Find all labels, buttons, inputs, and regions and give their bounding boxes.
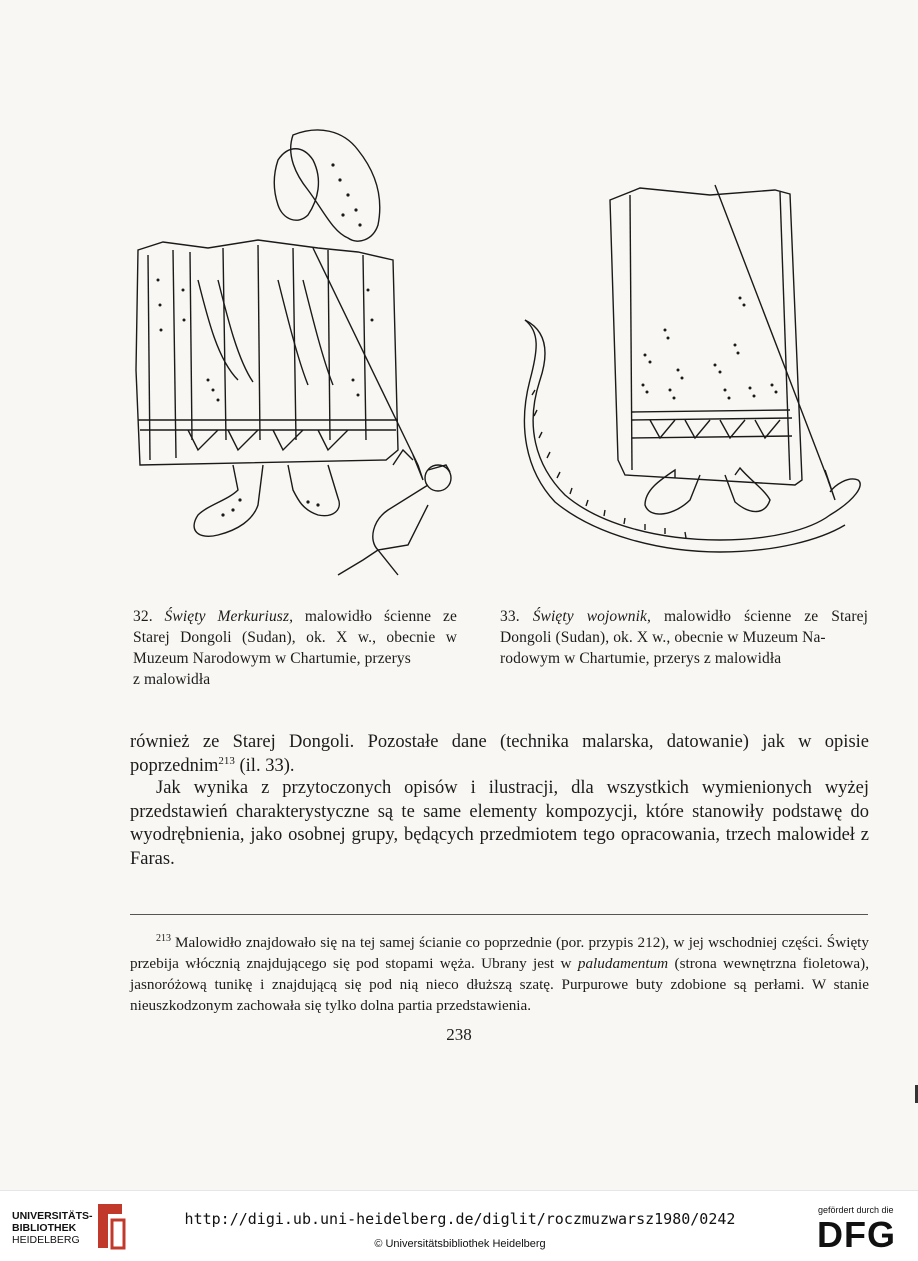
footnote-text-b: (strona wewnętrzna fioletowa), jasnoróżową tunikę i znajdującą się pod nią nieco dłuższą szatę. Purpurowe buty zdobione są perłami. W stanie nieuszkodzonym zachowała się tylko dolna partia przedstawienia. [130,955,869,1014]
figure-33-line-1: malowidło ścienne ze Starej [663,608,868,625]
permalink-url[interactable]: http://digi.ub.uni-heidelberg.de/diglit/roczmuzwarsz1980/0242 [184,1210,736,1228]
dfg-logo: DFG [817,1214,896,1255]
figure-33-title: Święty wojownik, [532,608,651,625]
figure-33-caption [500,606,868,669]
library-logo-icon [94,1200,128,1257]
footnote-213 [130,928,869,1016]
body-paragraph-2: Jak wynika z przytoczonych opisów i ilustracji, dla wszystkich wymienionych wyżej przedstawień charakterystyczne są te same elementy kompozycji, które stanowiły podstawę do wyodrębnienia, jako osobnej grupy, będących przedmiotem tego opracowania, trzech malowideł z Faras. [130,778,869,869]
figure-32-line-2: Starej Dongoli (Sudan), ok. X w., obecnie [133,629,436,646]
library-line-3: HEIDELBERG [12,1234,80,1246]
footnote-italic-term: paludamentum [577,955,669,972]
page-number: 238 [446,1025,472,1044]
copyright-notice: © Universitätsbibliothek Heidelberg [374,1238,546,1250]
figure-33-drawing [510,180,872,555]
figure-32-drawing [128,120,473,585]
body-paragraph-1 [130,731,869,778]
footnote-number: 213 [156,933,171,944]
body-p1-text: również ze Starej Dongoli. Pozostałe dane (technika malarska, datowanie) jak w opisie poprzednim [130,732,869,776]
figure-32-title: Święty Merkuriusz, [164,608,294,625]
figure-33-line-2: Dongoli (Sudan), ok. X w., obecnie w Muzeum Na- [500,629,826,646]
footnote-divider [130,914,868,915]
footnote-ref-213: 213 [218,754,235,767]
figure-32-number: 32. [133,608,153,625]
figure-33-number: 33. [500,608,520,625]
body-p1-tail: (il. 33). [234,755,295,776]
figure-32-line-last: z malowidła [133,671,211,688]
figure-32-caption [133,606,457,690]
figure-32-line-1: malowidło ścienne ze [304,608,457,625]
figure-32-line-3: w Muzeum Narodowym w Chartumie, przerys [133,629,457,667]
library-line-1: UNIVERSITÄTS- [12,1210,93,1222]
library-logo-text [12,1210,93,1246]
figure-33-line-last: rodowym w Chartumie, przerys z malowidła [500,650,782,667]
library-line-2: BIBLIOTHEK [12,1222,77,1234]
funded-by-label: gefördert durch die [818,1205,894,1215]
footnote-text-a: Malowidło znajdowało się na tej samej ścianie co poprzednie (por. przypis 212), w jej wschodniej części. Święty przebija włócznią znajdującego się pod stopami węża. Ubrany jest w [130,934,869,972]
